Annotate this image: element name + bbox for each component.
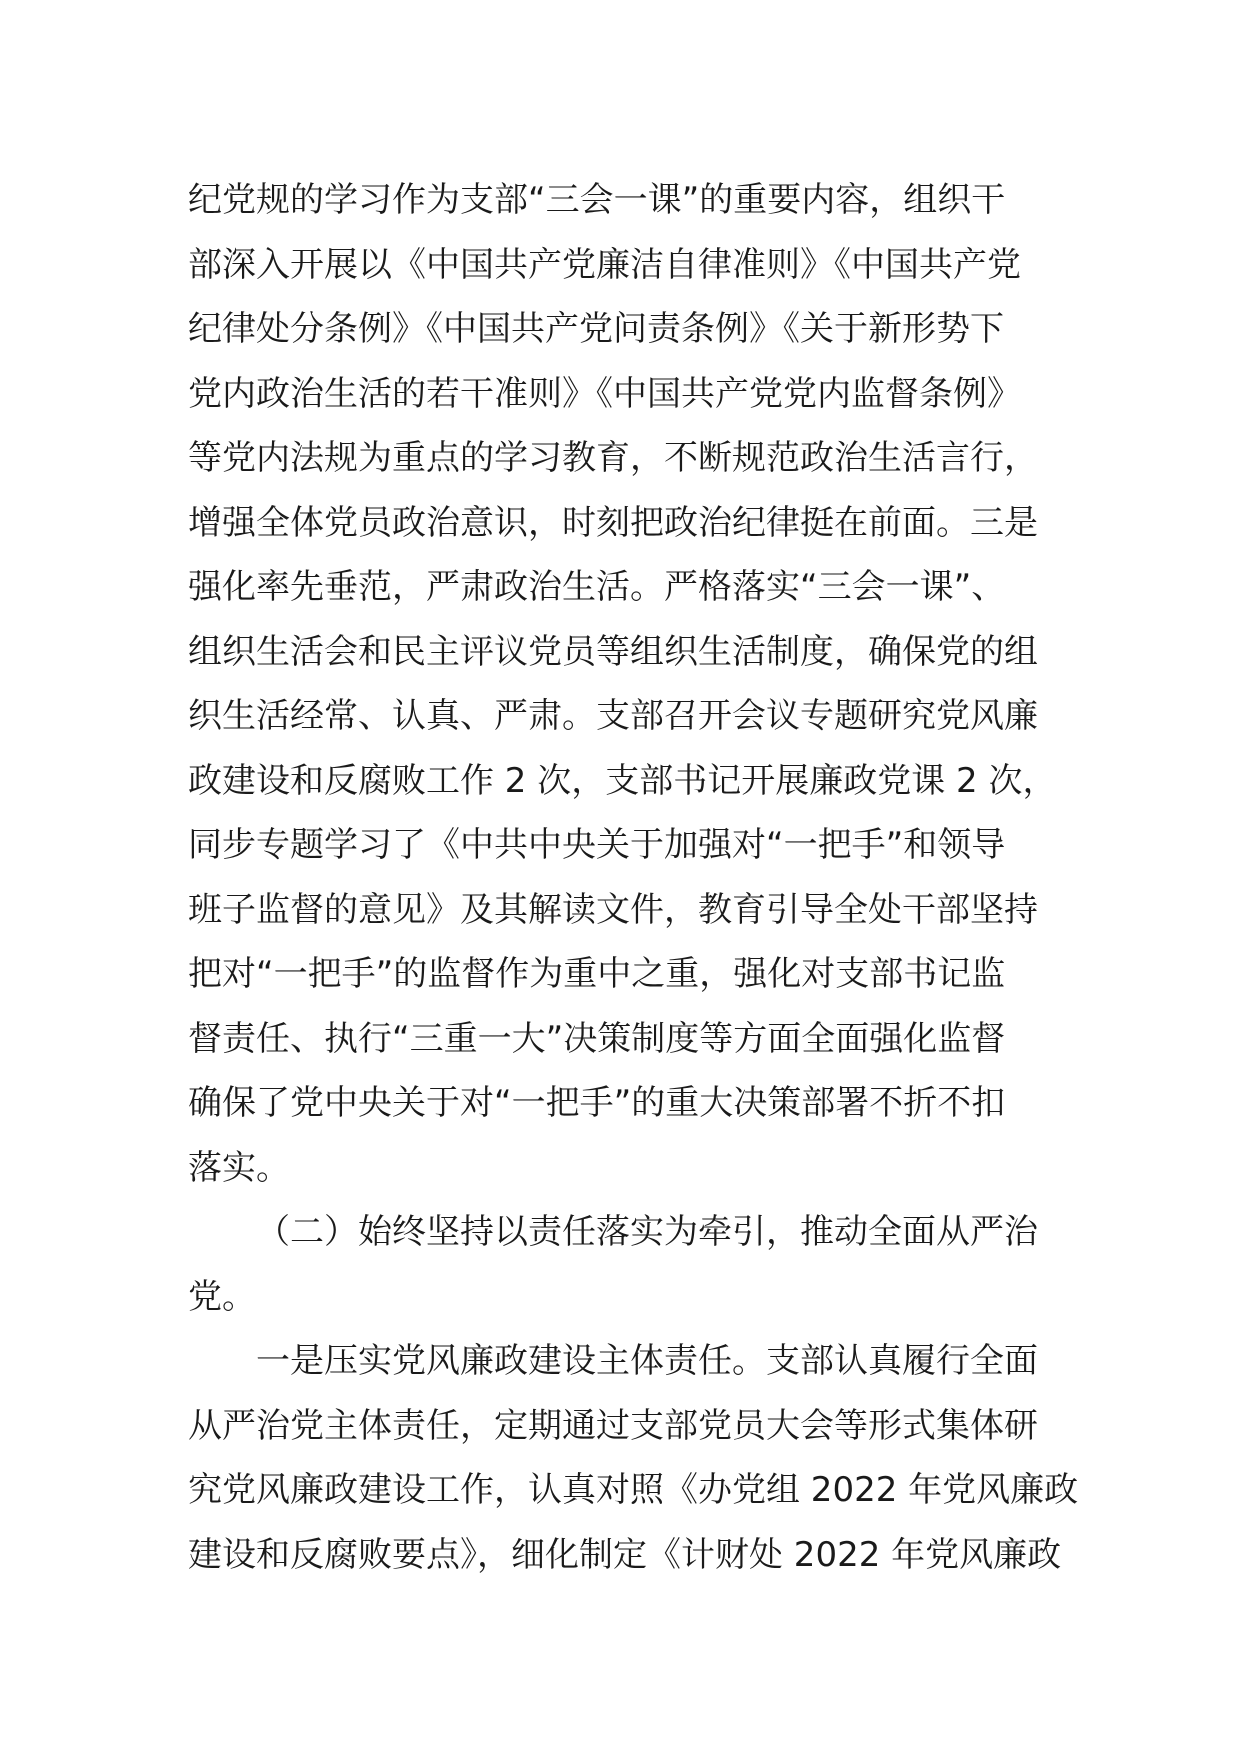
text-line: 一是压实党风廉政建设主体责任。支部认真履行全面 — [256, 1341, 1038, 1381]
text-line: 把对“一把手”的监督作为重中之重，强化对支部书记监 — [188, 954, 1006, 994]
text-line: 织生活经常、认真、严肃。支部召开会议专题研究党风廉 — [188, 696, 1038, 736]
text-line: 增强全体党员政治意识，时刻把政治纪律挺在前面。三是 — [188, 502, 1038, 543]
text-line: 纪律处分条例》《中国共产党问责条例》《关于新形势下 — [188, 309, 1004, 349]
text-line: 组织生活会和民主评议党员等组织生活制度，确保党的组 — [188, 631, 1038, 672]
text-line: 落实。 — [188, 1147, 290, 1188]
text-line: 究党风廉政建设工作，认真对照《办党组 2022 年党风廉政 — [188, 1470, 1079, 1510]
text-line: 等党内法规为重点的学习教育，不断规范政治生活言行， — [188, 438, 1038, 478]
text-line: 同步专题学习了《中共中央关于加强对“一把手”和领导 — [188, 825, 1006, 865]
text-line: 从严治党主体责任，定期通过支部党员大会等形式集体研 — [188, 1405, 1038, 1446]
text-line: 督责任、执行“三重一大”决策制度等方面全面强化监督 — [188, 1018, 1006, 1059]
body-text — [188, 168, 1079, 1587]
text-line: 部深入开展以《中国共产党廉洁自律准则》《中国共产党 — [188, 244, 1021, 285]
text-line: 强化率先垂范，严肃政治生活。严格落实“三会一课”、 — [188, 567, 1006, 607]
section-heading-continued: 党。 — [188, 1276, 256, 1317]
text-line: 纪党规的学习作为支部“三会一课”的重要内容，组织干 — [188, 180, 1006, 220]
text-line: 班子监督的意见》及其解读文件，教育引导全处干部坚持 — [188, 889, 1038, 930]
text-line: 确保了党中央关于对“一把手”的重大决策部署不折不扣 — [188, 1083, 1006, 1123]
text-line: 党内政治生活的若干准则》《中国共产党党内监督条例》 — [188, 373, 1021, 414]
text-line: 建设和反腐败要点》，细化制定《计财处 2022 年党风廉政 — [188, 1534, 1062, 1575]
text-line: 政建设和反腐败工作 2 次，支部书记开展廉政党课 2 次， — [188, 760, 1057, 801]
section-heading: （二）始终坚持以责任落实为牵引，推动全面从严治 — [256, 1212, 1038, 1252]
